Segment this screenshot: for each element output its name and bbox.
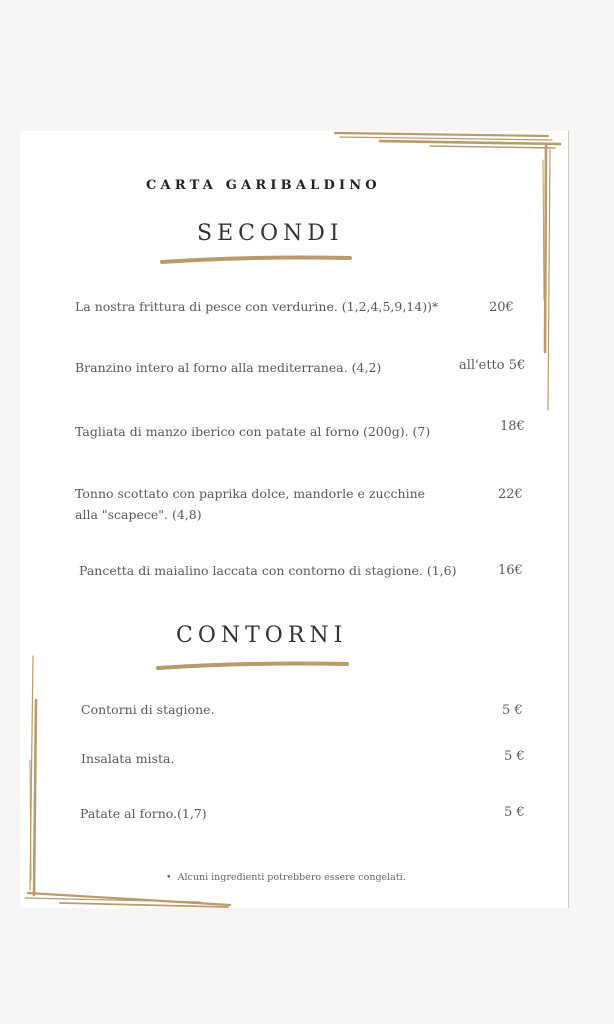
list-item-name: Patate al forno.(1,7): [80, 806, 207, 821]
list-item-price: 5 €: [504, 749, 525, 764]
list-item-price: 16€: [498, 563, 523, 578]
list-item-name: Tagliata di manzo iberico con patate al forno (200g). (7): [75, 424, 431, 439]
list-item-price: 5 €: [504, 805, 525, 820]
section-title-contorni: CONTORNI: [176, 623, 348, 648]
list-item-name: La nostra frittura di pesce con verdurine. (1,2,4,5,9,14))*: [75, 299, 439, 314]
footnote-text: Alcuni ingredienti potrebbero essere congelati.: [177, 872, 406, 883]
list-item-price: 20€: [489, 300, 514, 315]
list-item-price: all'etto 5€: [459, 358, 526, 373]
list-item-name: Contorni di stagione.: [81, 702, 215, 717]
list-item-name: Tonno scottato con paprika dolce, mandorle e zucchine alla "scapece". (4,8): [75, 486, 426, 522]
list-item-price: 22€: [498, 487, 523, 502]
bullet-icon: •: [166, 872, 172, 883]
list-item-price: 5 €: [502, 703, 523, 718]
list-item-name: Branzino intero al forno alla mediterranea. (4,2): [75, 360, 382, 375]
list-item-name: Pancetta di maialino laccata con contorno di stagione. (1,6): [79, 563, 457, 578]
list-item-name: Insalata mista.: [81, 751, 175, 766]
footnote: [166, 872, 406, 883]
section-title-secondi: SECONDI: [197, 221, 344, 246]
menu-brand-title: CARTA GARIBALDINO: [146, 178, 381, 193]
list-item-price: 18€: [500, 419, 525, 434]
